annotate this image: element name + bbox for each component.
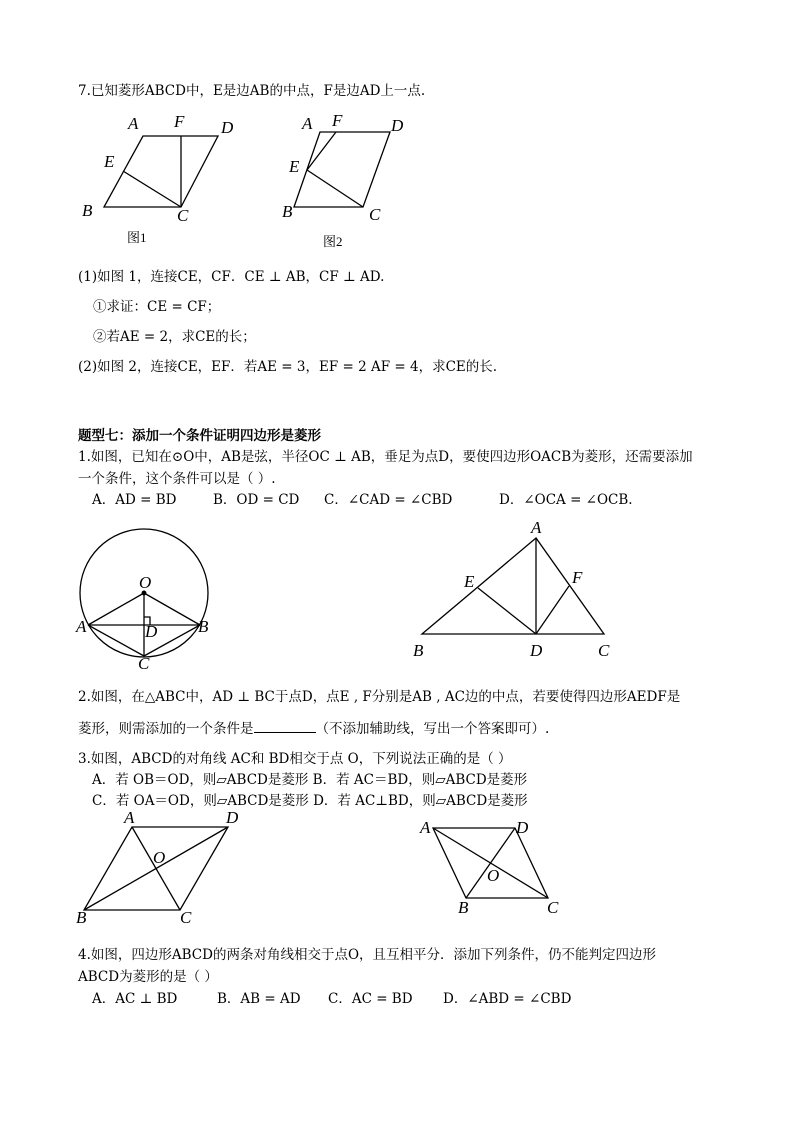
circle-label-b: B [198, 617, 209, 636]
q1-stem-line1: 1.如图，已知在⊙O中，AB是弦，半径OC ⊥ AB，垂足为点D，要使四边形OACB为菱形，还需要添加 [78, 449, 693, 465]
para1-label-a: A [124, 808, 135, 827]
q3-parallelogram-figure [84, 827, 228, 910]
triangle-label-e: E [464, 572, 475, 591]
fig1-label-e: E [104, 152, 115, 171]
circle-label-o: O [139, 573, 152, 592]
q1-option-b: B．OD = CD [213, 492, 300, 508]
q3-options-ab: A．若 OB＝OD，则▱ABCD是菱形 B．若 AC＝BD，则▱ABCD是菱形 [92, 772, 528, 788]
q4-option-d: D．∠ABD = ∠CBD [443, 991, 572, 1007]
q7-part1: (1)如图 1，连接CE，CF．CE ⊥ AB，CF ⊥ AD. [78, 269, 385, 285]
q4-option-a: A．AC ⊥ BD [92, 991, 178, 1007]
q1-option-d: D．∠OCA = ∠OCB. [499, 492, 633, 508]
para2-label-c: C [547, 898, 559, 917]
para1-label-o: O [153, 848, 166, 867]
triangle-label-b: B [413, 641, 424, 660]
q1-stem-line2: 一个条件，这个条件可以是（ ）. [78, 471, 276, 487]
q3-options-cd: C．若 OA＝OD，则▱ABCD是菱形 D．若 AC⊥BD，则▱ABCD是菱形 [92, 793, 528, 809]
section-title: 题型七：添加一个条件证明四边形是菱形 [78, 428, 321, 444]
fig2-label-d: D [391, 116, 404, 135]
para2-label-d: D [516, 818, 529, 837]
q4-stem-line2: ABCD为菱形的是（ ） [78, 969, 218, 985]
fig1-label-c: C [177, 206, 189, 225]
fig1-label-d: D [221, 118, 234, 137]
para2-label-b: B [458, 898, 469, 917]
q7-figure-1 [104, 136, 218, 207]
fig2-label-e: E [289, 157, 300, 176]
triangle-label-c: C [598, 641, 610, 660]
para1-label-d: D [226, 808, 239, 827]
q3-stem: 3.如图，ABCD的对角线 AC和 BD相交于点 O，下列说法正确的是（ ） [78, 751, 512, 767]
q7-title: 7.已知菱形ABCD中，E是边AB的中点，F是边AD上一点. [78, 83, 426, 99]
q2-stem-line2-a: 菱形，则需添加的一个条件是 [78, 721, 254, 737]
q2-answer-blank[interactable] [254, 720, 316, 733]
q7-part1b: ②若AE = 2，求CE的长； [93, 329, 256, 345]
fig2-label-c: C [369, 205, 381, 224]
fig1-label-a: A [128, 114, 139, 133]
fig1-caption: 图1 [127, 230, 147, 245]
para1-label-c: C [180, 908, 192, 927]
para1-label-b: B [76, 908, 87, 927]
triangle-label-a: A [531, 518, 542, 537]
q1-option-a: A．AD = BD [92, 492, 177, 508]
circle-label-d: D [145, 622, 158, 641]
fig2-caption: 图2 [323, 234, 343, 249]
fig2-label-f: F [332, 111, 343, 130]
fig2-label-a: A [302, 114, 313, 133]
q1-circle-figure [80, 529, 208, 657]
q4-parallelogram-figure [433, 828, 548, 898]
q4-option-b: B．AB = AD [217, 991, 301, 1007]
circle-label-a: A [76, 617, 87, 636]
q2-stem-line2-b: （不添加辅助线，写出一个答案即可）. [315, 721, 550, 737]
para2-label-o: O [487, 866, 500, 885]
q7-part2: (2)如图 2，连接CE，EF．若AE = 3，EF = 2 AF = 4，求CE的长. [78, 359, 498, 375]
q2-stem-line1: 2.如图，在△ABC中，AD ⊥ BC于点D，点E , F分别是AB , AC边的中点，若要使得四边形AEDF是 [78, 689, 681, 705]
q7-figure-2 [294, 132, 390, 207]
q2-stem-line2 [78, 717, 549, 737]
circle-label-c: C [138, 654, 150, 673]
q7-part1a: ①求证：CE = CF； [93, 299, 221, 315]
q1-option-c: C．∠CAD = ∠CBD [324, 492, 453, 508]
fig1-label-f: F [174, 112, 185, 131]
para2-label-a: A [420, 818, 431, 837]
q4-stem-line1: 4.如图，四边形ABCD的两条对角线相交于点O，且互相平分．添加下列条件，仍不能判定四边形 [78, 947, 657, 963]
triangle-label-d: D [530, 641, 543, 660]
triangle-label-f: F [572, 568, 583, 587]
fig2-label-b: B [282, 202, 293, 221]
fig1-label-b: B [82, 201, 93, 220]
q4-option-c: C．AC = BD [328, 991, 413, 1007]
